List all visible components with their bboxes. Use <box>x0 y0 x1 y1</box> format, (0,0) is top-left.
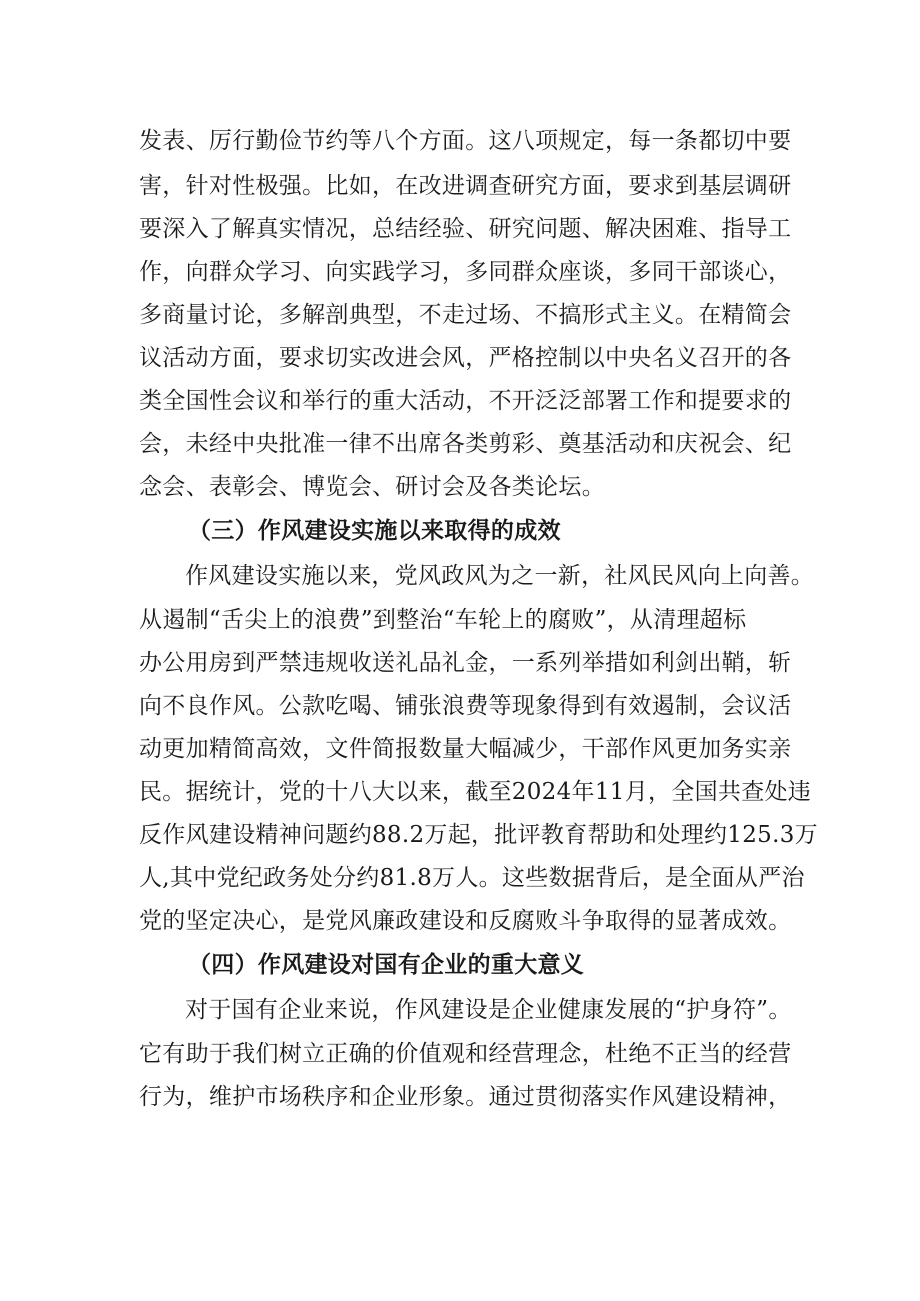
text-line: 它有助于我们树立正确的价值观和经营理念，杜绝不正当的经营 <box>139 1041 792 1067</box>
text-line: 类全国性会议和举行的重大活动，不开泛泛部署工作和提要求的 <box>139 388 792 414</box>
text-line: 向不良作风。公款吃喝、铺张浪费等现象得到有效遏制，会议活 <box>139 693 792 719</box>
text-line: 党的坚定决心，是党风廉政建设和反腐败斗争取得的显著成效。 <box>139 908 792 934</box>
text-line: 作，向群众学习、向实践学习，多同群众座谈，多同干部谈心， <box>139 259 792 285</box>
text-line: 会，未经中央批准一律不出席各类剪彩、奠基活动和庆祝会、纪 <box>139 431 792 457</box>
text-line: 要深入了解真实情况，总结经验、研究问题、解决困难、指导工 <box>139 216 792 242</box>
section-heading-4: （四）作风建设对国有企业的重大意义 <box>188 952 585 978</box>
text-line: 对于国有企业来说，作风建设是企业健康发展的“护身符”。 <box>185 997 792 1023</box>
text-line: 害，针对性极强。比如，在改进调查研究方面，要求到基层调研 <box>139 173 792 199</box>
text-line: 议活动方面，要求切实改进会风，严格控制以中央名义召开的各 <box>139 345 792 371</box>
text-line: 多商量讨论，多解剖典型，不走过场、不搞形式主义。在精简会 <box>139 302 792 328</box>
text-line: 人,其中党纪政务处分约81.8万人。这些数据背后，是全面从严治 <box>139 865 805 891</box>
text-line: 发表、厉行勤俭节约等八个方面。这八项规定，每一条都切中要 <box>139 128 792 154</box>
text-line: 念会、表彰会、博览会、研讨会及各类论坛。 <box>139 474 605 500</box>
text-line: 从遏制“舌尖上的浪费”到整治“车轮上的腐败”，从清理超标 <box>139 607 747 633</box>
text-line: 行为，维护市场秩序和企业形象。通过贯彻落实作风建设精神， <box>139 1084 792 1110</box>
text-line: 办公用房到严禁违规收送礼品礼金，一系列举措如利剑出鞘，斩 <box>139 650 792 676</box>
text-line: 动更加精简高效，文件简报数量大幅减少，干部作风更加务实亲 <box>139 736 792 762</box>
section-heading-3: （三）作风建设实施以来取得的成效 <box>188 518 561 544</box>
text-line: 民。据统计，党的十八大以来，截至2024年11月，全国共查处违 <box>139 779 812 805</box>
text-line: 作风建设实施以来，党风政风为之一新，社风民风向上向善。 <box>185 563 815 589</box>
text-line: 反作风建设精神问题约88.2万起，批评教育帮助和处理约125.3万 <box>139 822 818 848</box>
